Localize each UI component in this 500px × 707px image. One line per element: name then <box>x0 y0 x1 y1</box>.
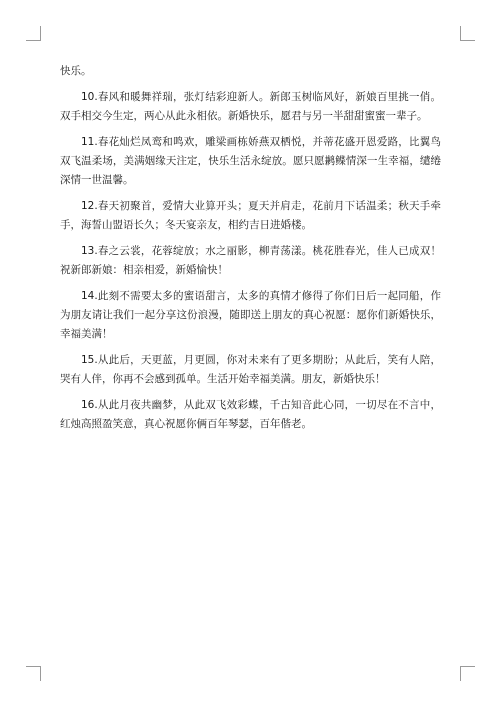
document-body <box>60 62 441 441</box>
paragraph-10: 10.春风和暖舞祥瑞，张灯结彩迎新人。新郎玉树临风好，新娘百里挑一俏。双手相交今生定，两心从此永相依。新婚快乐，愿君与另一半甜甜蜜蜜一辈子。 <box>60 91 441 122</box>
page-corner-mark-top-right <box>460 26 475 41</box>
paragraph-14: 14.此刻不需要太多的蜜语甜言，太多的真情才修得了你们日后一起同船，作为朋友请让我们一起分享这份浪漫，随即送上朋友的真心祝愿：愿你们新婚快乐，幸福美满！ <box>60 290 441 340</box>
paragraph-11: 11.春花灿烂凤鸾和鸣欢，雕梁画栋娇燕双栖悦，并蒂花盛开恩爱路，比翼鸟双飞温柔场，美满姻缘天注定，快乐生活永绽放。愿只愿鹣鲽情深一生幸福，缱绻深情一世温馨。 <box>60 136 441 186</box>
paragraph-13: 13.春之云裳，花蓉绽放；水之丽影，柳青荡漾。桃花胜春光，佳人已成双！祝新郎新娘：相亲相爱，新婚愉快！ <box>60 245 441 276</box>
paragraph-12: 12.春天初聚首，爱情大业算开头；夏天并肩走，花前月下话温柔；秋天手牵手，海誓山盟语长久；冬天宴亲友，相约吉日进婚楼。 <box>60 200 441 231</box>
paragraph-continuation: 快乐。 <box>60 65 92 77</box>
page-corner-mark-top-left <box>26 26 41 41</box>
paragraph-15: 15.从此后，天更蓝，月更圆，你对未来有了更多期盼；从此后，笑有人陪，哭有人伴，你再不会感到孤单。生活开始幸福美满。朋友，新婚快乐！ <box>60 354 441 385</box>
page-corner-mark-bottom-left <box>26 666 41 681</box>
paragraph-16: 16.从此月夜共幽梦，从此双飞效彩蝶，千古知音此心同，一切尽在不言中，红烛高照盈笑意，真心祝愿你俩百年琴瑟，百年偕老。 <box>60 399 441 430</box>
page-corner-mark-bottom-right <box>460 666 475 681</box>
